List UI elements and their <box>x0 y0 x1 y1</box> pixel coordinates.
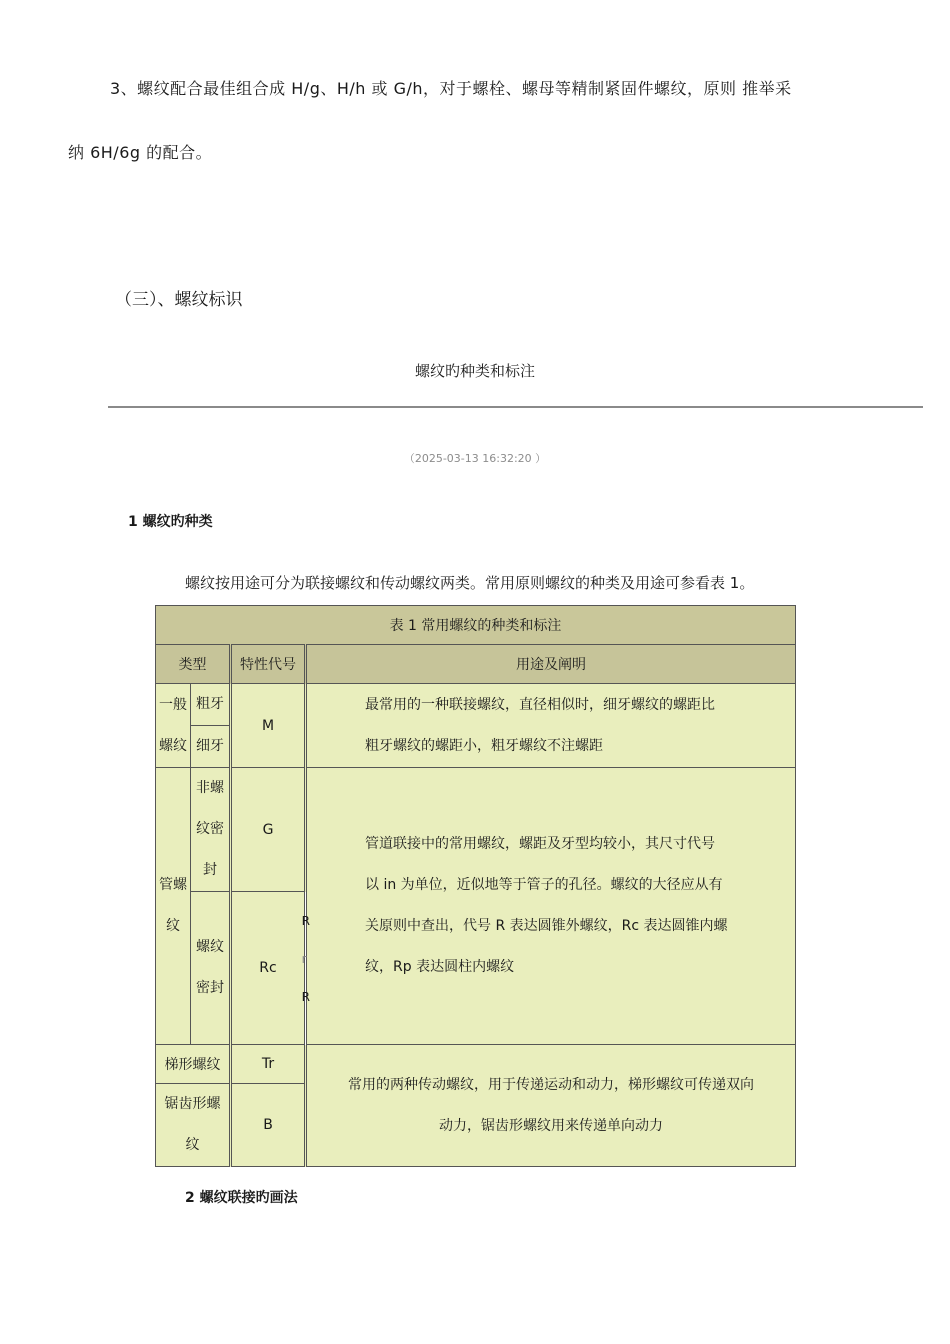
article-title: 螺纹旳种类和标注 <box>414 362 535 380</box>
intro-line-2: 纳 6H/6g 的配合。 <box>68 143 213 162</box>
pipe-desc: 管道联接中的常用螺纹，螺距及牙型均较小，其尺寸代号 以 in 为单位，近似地等于管子的孔径。螺纹的大径应从有 关原则中查出，代号 R 表达圆锥外螺纹，Rc 表达圆锥内螺 纹，Rp 表达圆柱内螺纹 <box>306 768 796 1045</box>
title-divider <box>108 406 923 408</box>
header-usage: 用途及阐明 <box>306 645 796 684</box>
sealed-code-cell <box>231 892 310 1045</box>
article-timestamp: （2025-03-13 16:32:20 ） <box>403 452 547 465</box>
general-desc: 最常用的一种联接螺纹，直径相似时，细牙螺纹的螺距比 粗牙螺纹的螺距小，粗牙螺纹不注螺距 <box>306 684 796 768</box>
sealed-pipe-thread: 螺纹 密封 <box>191 892 231 1045</box>
buttress-thread: 锯齿形螺 纹 <box>156 1084 231 1167</box>
section1-heading: 1 螺纹旳种类 <box>128 514 213 530</box>
trapezoidal-code: Tr <box>231 1045 306 1084</box>
thread-types-table <box>155 605 796 1167</box>
table-caption: 表 1 常用螺纹的种类和标注 <box>156 606 796 645</box>
sealed-extra-codes: R r R <box>301 914 310 1004</box>
buttress-code: B <box>231 1084 306 1167</box>
section2-heading: 2 螺纹联接旳画法 <box>185 1190 298 1206</box>
section-heading: （三）、螺纹标识 <box>115 290 243 310</box>
sealed-code: Rc <box>259 960 277 976</box>
general-thread-group: 一般 螺纹 <box>156 684 191 768</box>
transmission-desc: 常用的两种传动螺纹，用于传递运动和动力，梯形螺纹可传递双向 动力，锯齿形螺纹用来传递单向动力 <box>306 1045 796 1167</box>
section1-body: 螺纹按用途可分为联接螺纹和传动螺纹两类。常用原则螺纹的种类及用途可参看表 1。 <box>185 574 755 592</box>
general-code: M <box>231 684 306 768</box>
unsealed-code: G <box>231 768 306 892</box>
fine-thread: 细牙 <box>191 726 231 768</box>
pipe-thread-group: 管螺 纹 <box>156 768 191 1045</box>
coarse-thread: 粗牙 <box>191 684 231 726</box>
trapezoidal-thread: 梯形螺纹 <box>156 1045 231 1084</box>
intro-line-1: 3、螺纹配合最佳组合成 H/g、H/h 或 G/h，对于螺栓、螺母等精制紧固件螺纹，原则 推举采 <box>110 79 792 98</box>
unsealed-pipe-thread: 非螺 纹密 封 <box>191 768 231 892</box>
header-type: 类型 <box>156 645 231 684</box>
header-code: 特性代号 <box>231 645 306 684</box>
